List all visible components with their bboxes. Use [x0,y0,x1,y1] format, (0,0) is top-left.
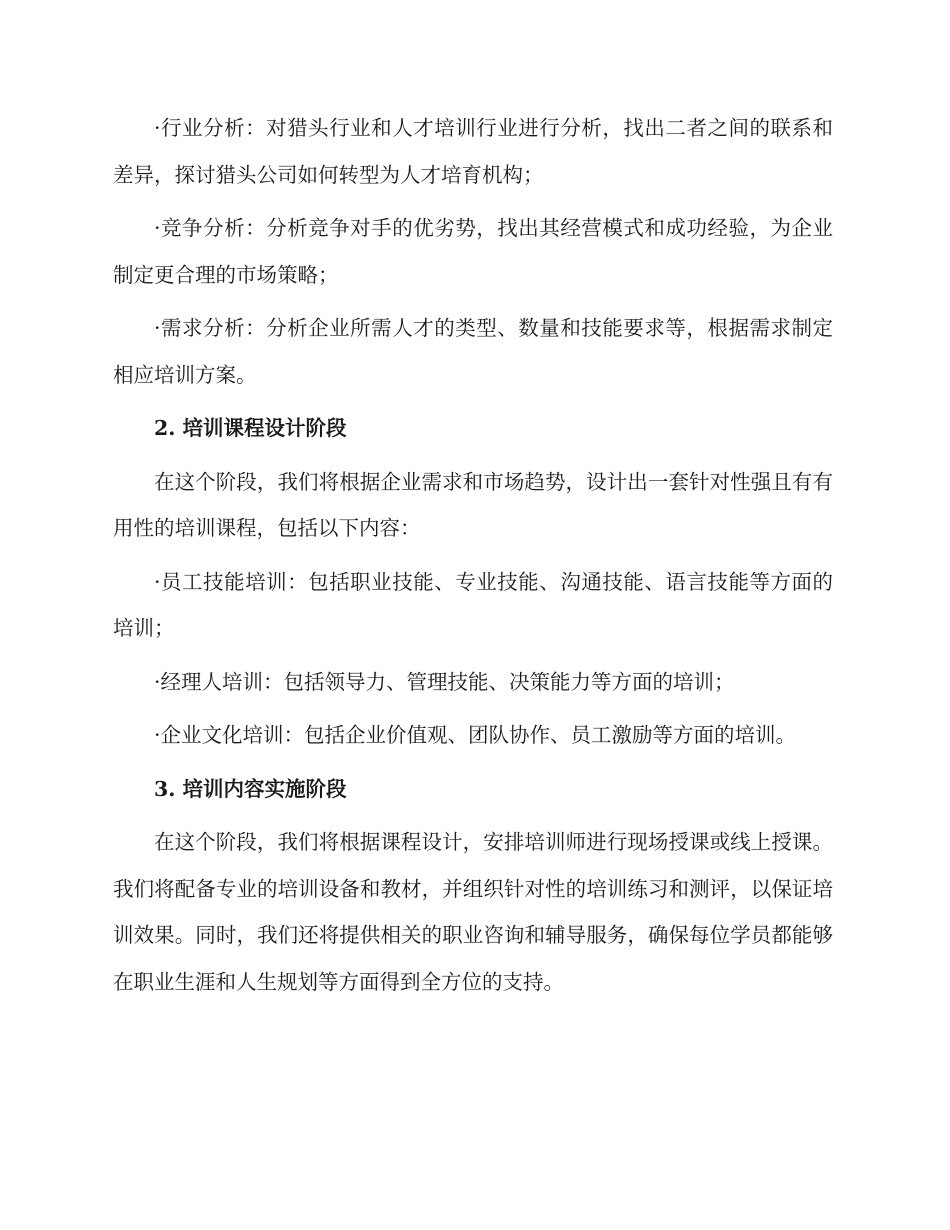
bullet-staff-skills-training: ·员工技能培训：包括职业技能、专业技能、沟通技能、语言技能等方面的培训； [113,569,833,640]
document-body [113,105,833,1012]
course-design-intro: 在这个阶段，我们将根据企业需求和市场趋势，设计出一套针对性强且有有用性的培训课程，包括以下内容： [113,469,833,540]
bullet-competition-analysis: ·竞争分析：分析竞争对手的优劣势，找出其经营模式和成功经验，为企业制定更合理的市场策略； [113,216,833,287]
section-heading-implementation: 3. 培训内容实施阶段 [154,776,347,801]
section-heading-course-design: 2. 培训课程设计阶段 [154,416,347,440]
bullet-culture-training: ·企业文化培训：包括企业价值观、团队协作、员工激励等方面的培训。 [154,723,797,747]
bullet-manager-training: ·经理人培训：包括领导力、管理技能、决策能力等方面的培训； [154,669,735,694]
bullet-industry-analysis: ·行业分析：对猎头行业和人才培训行业进行分析，找出二者之间的联系和差异，探讨猎头公司如何转型为人才培育机构； [113,116,833,187]
bullet-demand-analysis: ·需求分析：分析企业所需人才的类型、数量和技能要求等，根据需求制定相应培训方案。 [113,316,833,387]
implementation-paragraph: 在这个阶段，我们将根据课程设计，安排培训师进行现场授课或线上授课。我们将配备专业的培训设备和教材，并组织针对性的培训练习和测评，以保证培训效果。同时，我们还将提供相关的职业咨询和辅导服务，确保每位学员都能够在职业生涯和人生规划等方面得到全方位的支持。 [113,830,833,994]
